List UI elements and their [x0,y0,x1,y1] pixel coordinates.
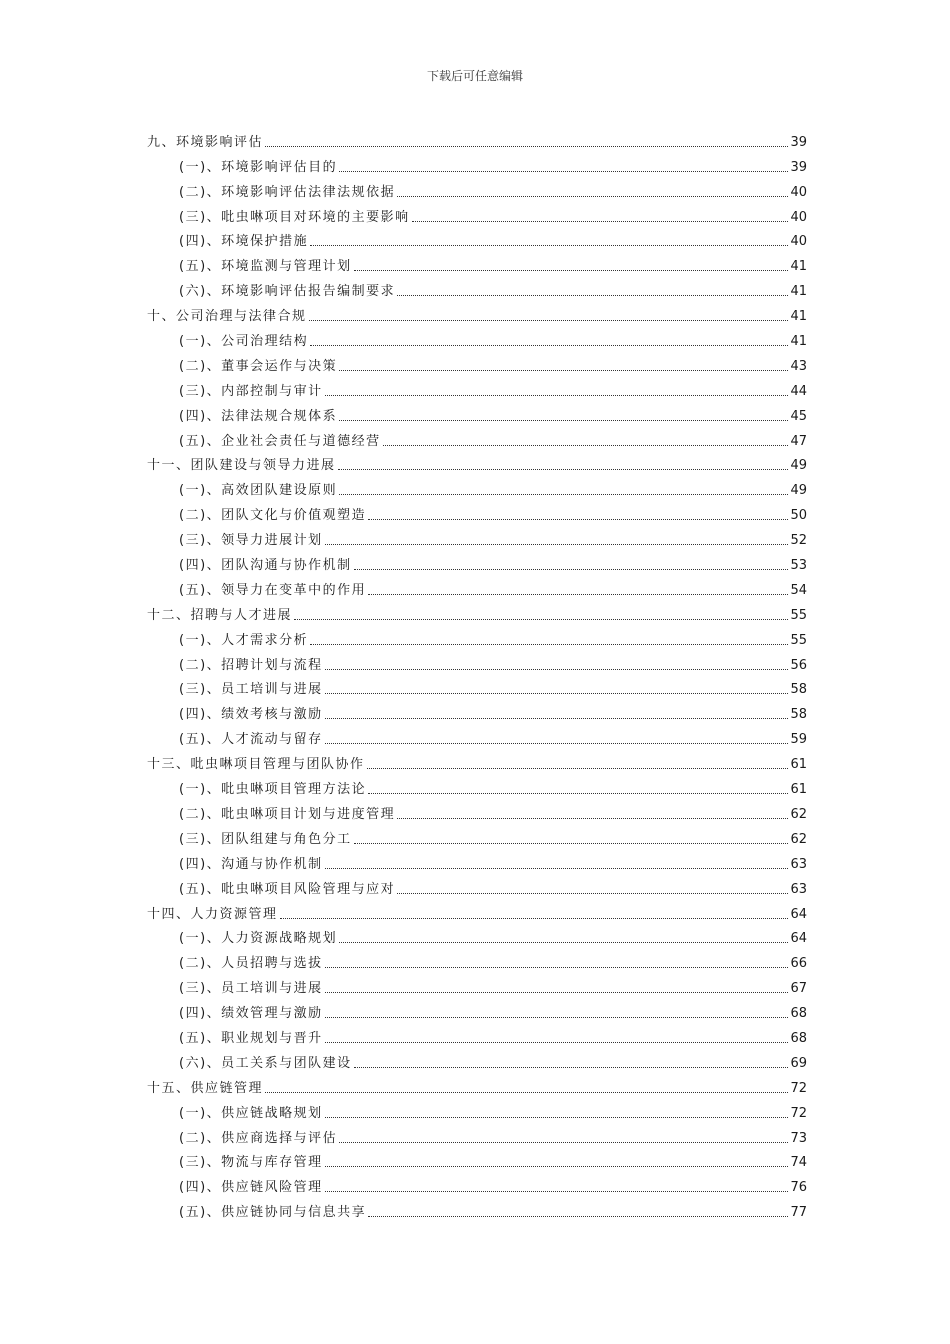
toc-dot-leader [325,967,789,968]
toc-entry-title: (四)、绩效考核与激励 [179,707,323,723]
toc-dot-leader [397,196,788,197]
toc-entry-page-number: 61 [790,782,807,798]
toc-dot-leader [325,718,789,719]
toc-chapter-entry[interactable] [147,748,807,773]
toc-dot-leader [325,743,789,744]
toc-section-entry[interactable] [147,1097,807,1122]
toc-entry-page-number: 45 [790,408,807,424]
toc-entry-page-number: 47 [790,433,807,449]
toc-entry-page-number: 41 [790,284,807,300]
toc-entry-title: (五)、领导力在变革中的作用 [179,582,367,598]
toc-dot-leader [265,146,788,147]
toc-dot-leader [325,1166,789,1167]
toc-entry-title: (一)、公司治理结构 [179,334,309,350]
toc-section-entry[interactable] [147,524,807,549]
toc-dot-leader [325,693,789,694]
toc-entry-title: 十四、人力资源管理 [147,906,278,922]
toc-entry-title: (五)、吡虫啉项目风险管理与应对 [179,881,396,897]
toc-section-entry[interactable] [147,151,807,176]
toc-entry-title: (二)、人员招聘与选拔 [179,956,323,972]
toc-section-entry[interactable] [147,400,807,425]
toc-entry-page-number: 55 [790,607,807,623]
toc-section-entry[interactable] [147,1147,807,1172]
toc-entry-page-number: 61 [790,757,807,773]
toc-entry-page-number: 41 [790,309,807,325]
toc-entry-title: (二)、供应商选择与评估 [179,1130,338,1146]
toc-entry-title: (三)、团队组建与角色分工 [179,831,352,847]
toc-entry-page-number: 41 [790,259,807,275]
toc-entry-title: (二)、环境影响评估法律法规依据 [179,184,396,200]
toc-entry-title: 十二、招聘与人才进展 [147,607,293,623]
toc-entry-title: (二)、团队文化与价值观塑造 [179,508,367,524]
toc-entry-title: (六)、员工关系与团队建设 [179,1055,352,1071]
toc-dot-leader [338,469,789,470]
toc-section-entry[interactable] [147,649,807,674]
toc-dot-leader [383,445,789,446]
toc-chapter-entry[interactable] [147,126,807,151]
toc-dot-leader [325,1017,789,1018]
toc-entry-title: (三)、领导力进展计划 [179,533,323,549]
toc-entry-page-number: 55 [790,632,807,648]
toc-dot-leader [325,1191,789,1192]
toc-dot-leader [368,1216,788,1217]
toc-dot-leader [368,594,788,595]
toc-entry-page-number: 56 [790,657,807,673]
toc-entry-title: (三)、吡虫啉项目对环境的主要影响 [179,209,410,225]
toc-entry-title: (五)、企业社会责任与道德经营 [179,433,381,449]
toc-section-entry[interactable] [147,250,807,275]
toc-dot-leader [354,569,789,570]
toc-entry-page-number: 68 [790,1006,807,1022]
toc-entry-title: (三)、员工培训与进展 [179,682,323,698]
toc-entry-page-number: 58 [790,682,807,698]
toc-entry-title: (四)、沟通与协作机制 [179,856,323,872]
toc-entry-title: (四)、团队沟通与协作机制 [179,558,352,574]
toc-chapter-entry[interactable] [147,898,807,923]
toc-dot-leader [325,1042,789,1043]
toc-section-entry[interactable] [147,848,807,873]
toc-section-entry[interactable] [147,425,807,450]
toc-entry-page-number: 64 [790,931,807,947]
toc-section-entry[interactable] [147,574,807,599]
toc-entry-page-number: 54 [790,582,807,598]
toc-dot-leader [325,868,789,869]
toc-entry-page-number: 77 [790,1205,807,1221]
toc-section-entry[interactable] [147,176,807,201]
toc-dot-leader [354,270,789,271]
toc-section-entry[interactable] [147,1022,807,1047]
toc-entry-page-number: 39 [790,159,807,175]
toc-entry-page-number: 72 [790,1080,807,1096]
toc-entry-page-number: 67 [790,981,807,997]
toc-entry-title: (三)、员工培训与进展 [179,981,323,997]
toc-section-entry[interactable] [147,624,807,649]
toc-section-entry[interactable] [147,1122,807,1147]
toc-dot-leader [325,1117,789,1118]
toc-entry-title: (四)、环境保护措施 [179,234,309,250]
toc-entry-page-number: 40 [790,184,807,200]
toc-dot-leader [339,494,788,495]
toc-entry-page-number: 76 [790,1180,807,1196]
toc-section-entry[interactable] [147,674,807,699]
toc-section-entry[interactable] [147,549,807,574]
toc-section-entry[interactable] [147,923,807,948]
toc-chapter-entry[interactable] [147,599,807,624]
toc-entry-title: (三)、物流与库存管理 [179,1155,323,1171]
toc-entry-page-number: 68 [790,1030,807,1046]
toc-entry-title: (二)、董事会运作与决策 [179,358,338,374]
toc-section-entry[interactable] [147,201,807,226]
toc-dot-leader [265,1092,788,1093]
toc-section-entry[interactable] [147,698,807,723]
toc-dot-leader [310,245,788,246]
toc-entry-title: (一)、人力资源战略规划 [179,931,338,947]
toc-dot-leader [367,768,789,769]
toc-dot-leader [339,420,788,421]
toc-entry-page-number: 53 [790,558,807,574]
toc-entry-title: (五)、供应链协同与信息共享 [179,1205,367,1221]
toc-entry-page-number: 41 [790,334,807,350]
toc-entry-title: 十一、团队建设与领导力进展 [147,458,336,474]
toc-entry-title: (四)、供应链风险管理 [179,1180,323,1196]
toc-section-entry[interactable] [147,773,807,798]
toc-entry-page-number: 73 [790,1130,807,1146]
toc-section-entry[interactable] [147,375,807,400]
toc-dot-leader [412,221,789,222]
toc-dot-leader [339,942,788,943]
toc-entry-title: (一)、环境影响评估目的 [179,159,338,175]
toc-entry-title: 十三、吡虫啉项目管理与团队协作 [147,757,365,773]
toc-chapter-entry[interactable] [147,300,807,325]
toc-dot-leader [309,320,789,321]
toc-chapter-entry[interactable] [147,1072,807,1097]
toc-entry-page-number: 49 [790,483,807,499]
toc-dot-leader [325,395,789,396]
toc-dot-leader [354,1067,789,1068]
toc-entry-page-number: 64 [790,906,807,922]
toc-entry-page-number: 43 [790,358,807,374]
toc-entry-page-number: 50 [790,508,807,524]
toc-entry-title: (三)、内部控制与审计 [179,383,323,399]
toc-entry-page-number: 63 [790,881,807,897]
toc-entry-title: (五)、人才流动与留存 [179,732,323,748]
toc-entry-title: (一)、高效团队建设原则 [179,483,338,499]
toc-section-entry[interactable] [147,997,807,1022]
toc-section-entry[interactable] [147,350,807,375]
toc-dot-leader [294,619,788,620]
toc-entry-title: (五)、环境监测与管理计划 [179,259,352,275]
toc-entry-page-number: 39 [790,134,807,150]
toc-section-entry[interactable] [147,1171,807,1196]
page-header: 下载后可任意编辑 [426,69,523,83]
toc-dot-leader [310,345,788,346]
toc-section-entry[interactable] [147,723,807,748]
toc-section-entry[interactable] [147,499,807,524]
toc-section-entry[interactable] [147,275,807,300]
toc-entry-page-number: 74 [790,1155,807,1171]
toc-section-entry[interactable] [147,1047,807,1072]
toc-entry-title: (二)、吡虫啉项目计划与进度管理 [179,806,396,822]
toc-section-entry[interactable] [147,873,807,898]
toc-section-entry[interactable] [147,1196,807,1221]
toc-section-entry[interactable] [147,798,807,823]
toc-entry-page-number: 62 [790,831,807,847]
toc-dot-leader [280,918,789,919]
toc-entry-title: 十五、供应链管理 [147,1080,264,1096]
toc-entry-title: (一)、吡虫啉项目管理方法论 [179,782,367,798]
toc-entry-page-number: 66 [790,956,807,972]
toc-dot-leader [339,1142,788,1143]
toc-section-entry[interactable] [147,823,807,848]
toc-dot-leader [397,893,788,894]
toc-entry-page-number: 40 [790,209,807,225]
toc-entry-title: (四)、法律法规合规体系 [179,408,338,424]
toc-entry-page-number: 63 [790,856,807,872]
toc-dot-leader [354,843,789,844]
toc-dot-leader [368,519,788,520]
toc-entry-title: (四)、绩效管理与激励 [179,1006,323,1022]
toc-entry-page-number: 52 [790,533,807,549]
toc-dot-leader [325,544,789,545]
toc-dot-leader [368,793,788,794]
toc-entry-title: (五)、职业规划与晋升 [179,1030,323,1046]
toc-dot-leader [310,644,788,645]
toc-section-entry[interactable] [147,226,807,251]
toc-section-entry[interactable] [147,325,807,350]
toc-section-entry[interactable] [147,474,807,499]
toc-dot-leader [325,669,789,670]
toc-dot-leader [325,992,789,993]
toc-chapter-entry[interactable] [147,450,807,475]
table-of-contents [147,126,807,1221]
toc-dot-leader [339,171,788,172]
toc-dot-leader [339,370,788,371]
toc-entry-title: 九、环境影响评估 [147,134,264,150]
toc-entry-title: (六)、环境影响评估报告编制要求 [179,284,396,300]
toc-entry-page-number: 40 [790,234,807,250]
toc-entry-page-number: 58 [790,707,807,723]
toc-section-entry[interactable] [147,972,807,997]
toc-entry-page-number: 59 [790,732,807,748]
toc-entry-page-number: 72 [790,1105,807,1121]
toc-entry-title: (一)、供应链战略规划 [179,1105,323,1121]
toc-section-entry[interactable] [147,947,807,972]
toc-entry-page-number: 69 [790,1055,807,1071]
toc-dot-leader [397,295,788,296]
toc-entry-title: (一)、人才需求分析 [179,632,309,648]
toc-entry-page-number: 62 [790,806,807,822]
toc-dot-leader [397,818,788,819]
toc-entry-title: (二)、招聘计划与流程 [179,657,323,673]
toc-entry-title: 十、公司治理与法律合规 [147,309,307,325]
toc-entry-page-number: 44 [790,383,807,399]
toc-entry-page-number: 49 [790,458,807,474]
